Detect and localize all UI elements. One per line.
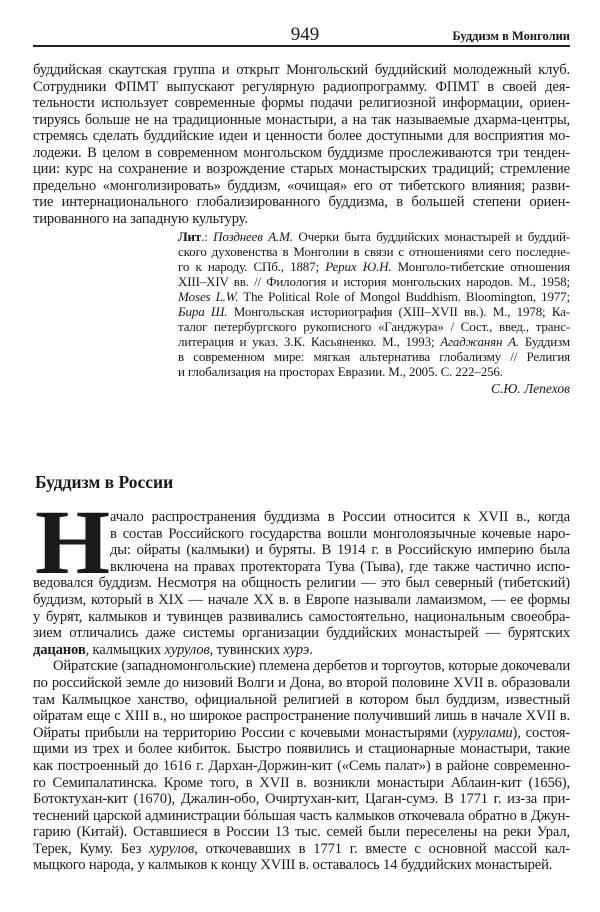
text-line [178,364,570,379]
text-line [110,509,570,526]
text-run: ачало распространения буддизма в России относится к XVII в., когда [110,509,570,525]
text-line [178,229,570,244]
text-line [178,289,570,304]
text-run: в состав Российского государства вошли монголоязычные кочевые наро- [110,525,570,542]
text-line [33,775,570,792]
running-title: Буддизм в Монголии [452,29,570,43]
text-run: тируясь больше не на традиционные монастыри, а на так называемые дхарма-центры, [33,111,570,128]
text-run: Очерки быта буддийских монастырей и буддий- [292,229,570,244]
text-line [33,857,570,874]
text-line [178,334,570,349]
text-line [33,194,570,211]
text-run: .: [201,229,214,244]
text-run: Буддизм [519,334,570,349]
text-line [110,526,570,543]
text-line [33,211,570,228]
text-run: тированного на западную культуру. [33,210,248,227]
text-run: . [309,641,313,658]
text-run: по российской земле до низовий Волги и Дона, во второй половине XVII в. образовали [33,674,570,691]
text-line [33,112,570,129]
italic-run: Позднеев А.М. [213,229,293,244]
text-line [33,62,570,79]
text-run: предельно «монголизировать» буддизм, «очищая» его от тибетского влияния; разви- [33,177,570,194]
text-line [33,741,570,758]
text-line [33,708,570,725]
text-line [33,808,570,825]
text-line [33,178,570,195]
article-author: С.Ю. Лепехов [490,381,570,396]
italic-run: хурулов [149,840,195,857]
section-heading: Буддизм в России [35,472,174,492]
text-run: го Семипалатинска. Кроме того, в XVII в. возникли монастыри Аблаин-кит (1656), [33,774,570,791]
literature-references [178,229,570,379]
text-line [33,79,570,96]
text-line [178,304,570,319]
text-run: у бурят, калмыков и тувинцев развивались самостоятельно, национальным своеобра- [33,608,570,625]
text-line [33,625,570,642]
text-line [33,824,570,841]
text-line [33,128,570,145]
text-line [33,95,570,112]
text-run: Терек, Куму. Без [33,840,150,857]
text-run: и глобализация на просторах Евразии. М., 2005. С. 222–256. [178,364,503,379]
text-line [178,319,570,334]
text-run: буддийская скаутская группа и открыт Монгольский буддийский молодежный клуб. [33,62,570,78]
text-line [178,349,570,364]
text-line [33,642,570,659]
text-run: тельности использует современные формы подачи религиозной информации, ориен- [33,95,570,111]
text-run: Монголо-тибетские отношения [391,259,571,274]
text-run: зием отличались даже системы организации буддийских монастырей — бурятских [33,625,570,642]
text-line [110,559,570,576]
italic-run: Moses L.W. [178,289,239,304]
text-run: , тувинских [209,641,284,658]
text-run: стремясь сделать буддийские идеи и ценности более доступными для восприятия мо- [33,128,570,144]
text-run: Монгольская историография (XIII–XVII вв.). М., 1978; Ка- [227,304,570,319]
text-line [33,758,570,775]
text-run: ойратам еще с XIII в., но широкое распространение получивший лишь в начале XVII в. [33,708,570,725]
text-line [33,592,570,609]
text-line [33,609,570,626]
text-run: мыцкого народа, у калмыков к концу XVIII в. оставалось 14 буддийских монастырей. [33,857,553,874]
text-line [33,791,570,808]
text-line [33,725,570,742]
text-line [33,841,570,858]
text-run: , откочевавших в 1771 г. вместе с основной массой кал- [194,840,570,857]
text-run: тие интернационального глобализированного буддизма, в большей степени ориен- [33,194,570,210]
text-run: щими из трех и более кибиток. Быстро появились и стационарные монастыри, такие [33,741,570,758]
italic-run: хурулами [457,724,513,741]
italic-run: Рерих Ю.Н. [325,259,392,274]
drop-cap: Н [35,491,111,593]
text-run: The Political Role of Mongol Buddhism. Bloomington, 1977; [238,289,570,304]
section-body-russia [33,509,570,874]
text-run: там Калмыцкое ханство, официальной религией в котором был буддизм, известный [33,691,570,708]
text-run: теснений царской администрации бóльшая часть калмыков откочевала обратно в Джун- [33,807,570,824]
text-run: Ойраты прибыли на территорию России с кочевыми монастырями ( [33,724,458,741]
italic-run: Агаджанян А. [440,334,520,349]
page-number: 949 [290,24,320,45]
text-run: Ойратские (западномонгольские) племена дербетов и торгоутов, которые докочевали [53,658,570,675]
text-line [178,259,570,274]
text-run: литерация и указ. З.К. Касьяненко. М., 1993; [178,334,441,349]
text-run: как построенный до 1616 г. Дархан-Доржин-кит («Семь палат») в районе современно- [33,757,570,774]
text-run: ции: курс на сохранение и возрождение старых монастырских традиций; стремление [33,161,570,177]
bold-run: Лит [178,229,202,244]
text-run: XIII–XIV вв. // Филология и история монгольских народов. М., 1958; [178,274,570,289]
paragraph-mongolia-conclusion [33,62,570,227]
bold-run: дацанов [33,641,86,658]
italic-run: хурулов [164,641,210,658]
text-run: включена на правах протектората Тува (Тыва), где также частично испо- [110,558,570,575]
text-line [33,692,570,709]
text-line [178,244,570,259]
header-rule [33,45,570,47]
text-run: Ботоктухан-кит (1670), Джалин-обо, Очиртухан-кит, Цаган-сумэ. В 1771 г. из-за при- [33,791,570,808]
text-run: го к народу. СПб., 1887; [178,259,326,274]
text-run: буддизм, который в XIX — начале XX в. в Европе называли ламаизмом, — ее формы [33,591,570,608]
text-line [178,274,570,289]
text-line [33,575,570,592]
text-line [110,542,570,559]
text-line [33,658,570,675]
italic-run: хурэ [283,641,310,658]
text-run: ского духовенства в Монголии в связи с отношениями сего последне- [178,244,570,259]
text-run: талог петербургского рукописного «Ганджура» / Сост., введ., транс- [178,319,570,334]
text-run: ды: ойраты (калмыки) и буряты. В 1914 г. в Российскую империю была [110,542,570,559]
text-run: Сотрудники ФПМТ выпускают регулярную радиопрограмму. ФПМТ в своей дея- [33,78,570,95]
text-line [33,675,570,692]
text-run: ведовался буддизм. Несмотря на общность религии — это был северный (тибетский) [33,575,570,592]
text-line [33,145,570,162]
text-run: в современном мире: мягкая альтернатива глобализму // Религия [178,349,570,364]
text-line [33,161,570,178]
text-run: ), состоя- [512,724,570,741]
text-run: гарию (Китай). Оставшиеся в России 13 тыс. семей были переселены на реки Урал, [33,824,570,841]
text-run: , калмыцких [85,641,165,658]
italic-run: Бира Ш. [178,304,228,319]
text-run: лодежи. В целом в современном монгольском буддизме прослеживаются три тенден- [33,144,570,161]
